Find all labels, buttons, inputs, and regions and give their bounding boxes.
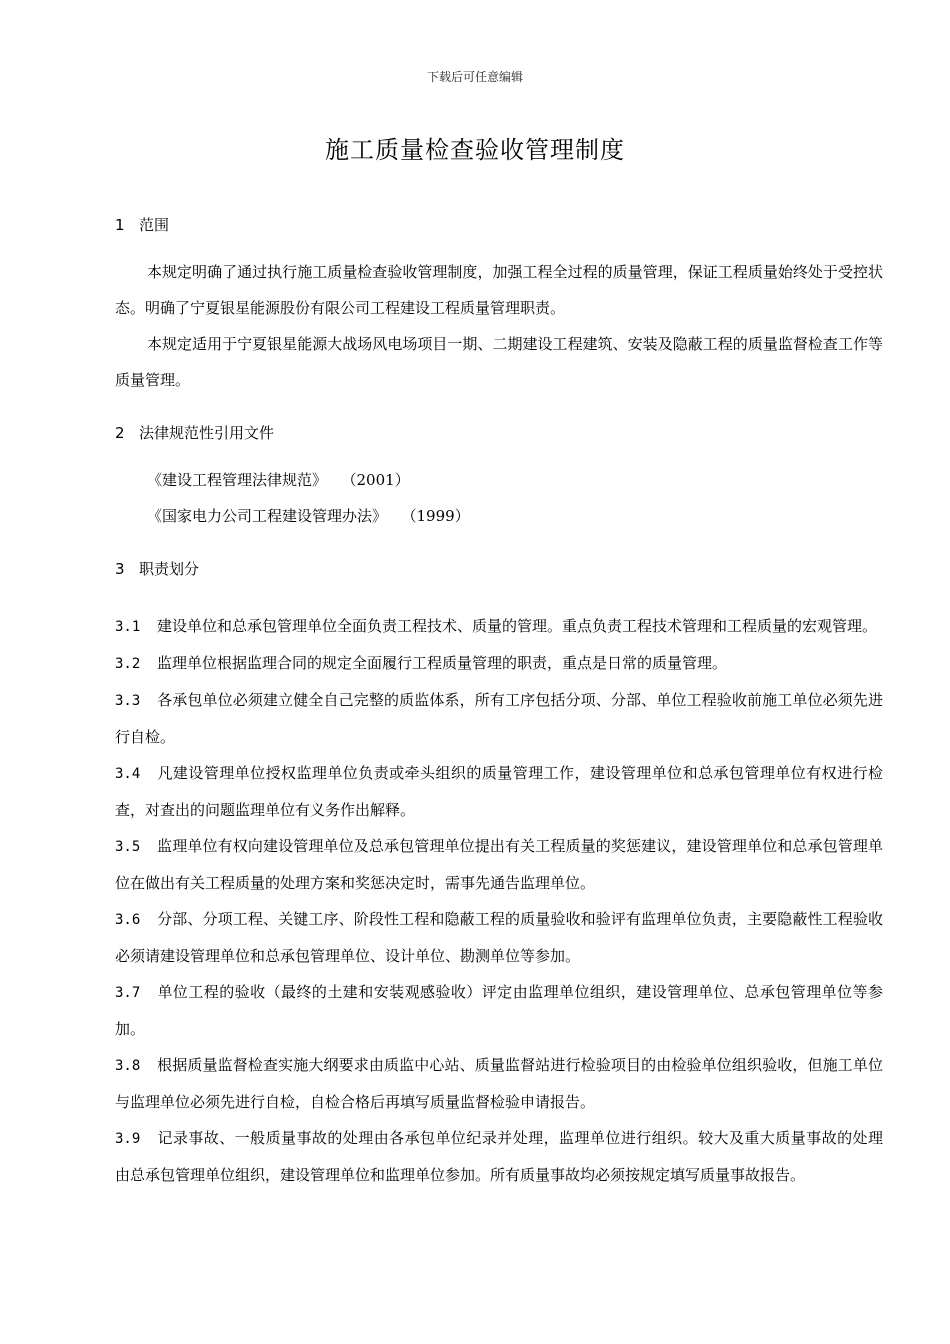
clause-item [115, 974, 883, 1047]
document-body [115, 212, 899, 1193]
clause-item [115, 608, 883, 645]
section-number: 1 [115, 216, 125, 234]
section-3-heading [115, 556, 883, 582]
section-title: 职责划分 [139, 560, 200, 578]
clause-text: 建设单位和总承包管理单位全面负责工程技术、质量的管理。重点负责工程技术管理和工程质量的宏观管理。 [157, 617, 878, 635]
section-number: 3 [115, 560, 125, 578]
clause-text: 根据质量监督检查实施大纲要求由质监中心站、质量监督站进行检验项目的由检验单位组织验收，但施工单位与监理单位必须先进行自检，自检合格后再填写质量监督检验申请报告。 [115, 1056, 883, 1111]
clause-text: 各承包单位必须建立健全自己完整的质监体系，所有工序包括分项、分部、单位工程验收前施工单位必须先进行自检。 [115, 691, 883, 746]
clause-item [115, 901, 883, 974]
section-2-heading [115, 420, 883, 446]
clause-number: 3.7 [115, 985, 141, 1001]
clause-item [115, 682, 883, 755]
clause-text: 分部、分项工程、关键工序、阶段性工程和隐蔽工程的质量验收和验评有监理单位负责，主要隐蔽性工程验收必须请建设管理单位和总承包管理单位、设计单位、勘测单位等参加。 [115, 910, 883, 965]
scope-paragraph-2: 本规定适用于宁夏银星能源大战场风电场项目一期、二期建设工程建筑、安装及隐蔽工程的质量监督检查工作等质量管理。 [115, 335, 883, 389]
clause-item [115, 645, 883, 682]
clause-text: 单位工程的验收（最终的土建和安装观感验收）评定由监理单位组织，建设管理单位、总承包管理单位等参加。 [115, 983, 883, 1038]
clause-text: 记录事故、一般质量事故的处理由各承包单位纪录并处理，监理单位进行组织。较大及重大质量事故的处理 由总承包管理单位组织，建设管理单位和监理单位参加。所有质量事故均必须按规定填写质量事故报告。 [115, 1129, 899, 1184]
clause-number: 3.1 [115, 619, 141, 635]
clause-number: 3.4 [115, 766, 141, 782]
clause-item [115, 828, 883, 901]
clause-number: 3.8 [115, 1058, 141, 1074]
clause-text: 监理单位有权向建设管理单位及总承包管理单位提出有关工程质量的奖惩建议，建设管理单位和总承包管理单位在做出有关工程质量的处理方案和奖惩决定时，需事先通告监理单位。 [115, 837, 883, 892]
reference-year: （2001） [349, 471, 410, 489]
section-1-heading [115, 212, 883, 238]
section-title: 范围 [139, 216, 170, 234]
scope-paragraph-1: 本规定明确了通过执行施工质量检查验收管理制度，加强工程全过程的质量管理，保证工程质量始终处于受控状态。明确了宁夏银星能源股份有限公司工程建设工程质量管理职责。 [115, 263, 883, 317]
reference-title: 《国家电力公司工程建设管理办法》 [147, 507, 388, 525]
clause-number: 3.6 [115, 912, 141, 928]
clause-item [115, 1047, 883, 1120]
clause-number: 3.2 [115, 656, 141, 672]
reference-year: （1999） [409, 507, 470, 525]
reference-item [115, 498, 883, 534]
clause-item [115, 755, 883, 828]
clause-text: 监理单位根据监理合同的规定全面履行工程质量管理的职责，重点是日常的质量管理。 [157, 654, 728, 672]
clause-item [115, 1120, 899, 1193]
reference-title: 《建设工程管理法律规范》 [147, 471, 328, 489]
header-note: 下载后可任意编辑 [426, 70, 523, 84]
clause-number: 3.3 [115, 693, 141, 709]
reference-item [115, 462, 883, 498]
section-title: 法律规范性引用文件 [139, 424, 275, 442]
document-title: 施工质量检查验收管理制度 [325, 136, 625, 164]
clause-number: 3.5 [115, 839, 141, 855]
clause-number: 3.9 [115, 1131, 141, 1147]
clause-text: 凡建设管理单位授权监理单位负责或牵头组织的质量管理工作，建设管理单位和总承包管理单位有权进行检查，对查出的问题监理单位有义务作出解释。 [115, 764, 883, 819]
section-number: 2 [115, 424, 125, 442]
